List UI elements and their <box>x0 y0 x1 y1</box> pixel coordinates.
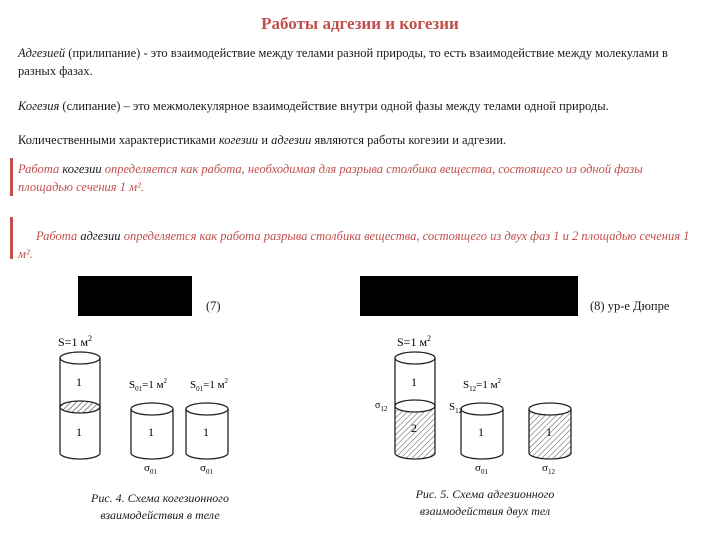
cohesion-work-definition <box>18 160 698 196</box>
fig4-num-right: 1 <box>203 425 209 439</box>
quantitative-characteristics <box>18 131 698 149</box>
def2-c: определяется как работа разрыва столбика вещества, состоящего из двух фаз 1 и 2 площадью сечения 1 м². <box>18 229 690 261</box>
fig5-num-right: 1 <box>546 425 552 439</box>
def2-a: Работа <box>36 229 81 243</box>
fig4-area-label-3: $S_{01}=1$ $м^2$ <box>190 377 229 393</box>
fig4-sigma-1: $\sigma_{01}$ <box>144 462 157 476</box>
figure-4-caption <box>60 490 260 524</box>
fig5-caption-line1: Рис. 5. Схема адгезионного <box>415 487 555 501</box>
fig4-area-label: S=1 $м^2$ <box>58 334 93 349</box>
equation-8-label: (8) ур-е Дюпре <box>590 299 670 313</box>
accent-bar-1 <box>10 158 13 196</box>
equation-7-label: (7) <box>206 299 221 313</box>
fig4-caption-line1: Рис. 4. Схема когезионного <box>91 491 229 505</box>
figure-5-caption <box>385 486 585 520</box>
equation-7-image <box>78 276 192 316</box>
fig5-sigma-2: $\sigma_{12}$ <box>542 462 555 476</box>
fig5-num-left: 2 <box>411 421 417 435</box>
fig5-area-label-3: $S_{12}=1$ $м^2$ <box>463 377 502 393</box>
fig5-num-mid: 1 <box>478 425 484 439</box>
def1-c: определяется как работа, необходимая для разрыва столбика вещества, состоящего из одной фазы площадью сечения 1 м². <box>18 162 643 194</box>
figure-5-diagram <box>355 328 615 483</box>
qc-text-e: являются работы когезии и адгезии. <box>311 133 507 147</box>
figure-4-diagram <box>20 328 280 483</box>
qc-text-c: и <box>258 133 272 147</box>
qc-cohesion: когезии <box>218 133 259 147</box>
def1-cohesion: когезии <box>62 162 102 176</box>
adhesion-work-definition <box>18 227 698 263</box>
qc-text-a: Количественными характеристиками <box>18 133 219 147</box>
fig5-area-label-2: $S_{12}$ <box>449 401 463 415</box>
def1-a: Работа <box>18 162 63 176</box>
fig4-sigma-2: $\sigma_{01}$ <box>200 462 213 476</box>
fig5-sigma-1: $\sigma_{01}$ <box>475 462 488 476</box>
fig5-sigma-left: $\sigma_{12}$ <box>375 400 388 413</box>
fig4-area-label-2: $S_{01}=1$ $м^2$ <box>129 377 168 393</box>
fig4-num-top: 1 <box>76 375 82 389</box>
page-title: Работы адгезии и когезии <box>261 14 459 33</box>
adhesion-term: Адгезией <box>18 46 66 60</box>
cohesion-definition <box>18 97 698 115</box>
accent-bar-2 <box>10 217 13 259</box>
def2-adhesion: адгезии <box>80 229 121 243</box>
fig4-caption-line2: взаимодействия в теле <box>100 508 220 522</box>
cohesion-text: (слипание) – это межмолекулярное взаимодействие внутри одной фазы между телами одной природы. <box>59 99 609 113</box>
fig5-area-label: S=1 $м^2$ <box>397 334 432 349</box>
fig5-caption-line2: взаимодействия двух тел <box>419 504 551 518</box>
adhesion-text: (прилипание) - это взаимодействие между телами разной природы, то есть взаимодействие между молекулами в разных фазах. <box>18 46 668 78</box>
adhesion-definition <box>18 44 698 80</box>
cohesion-term: Когезия <box>18 99 60 113</box>
fig4-num-mid: 1 <box>148 425 154 439</box>
fig4-num-left: 1 <box>76 425 82 439</box>
qc-adhesion: адгезии <box>271 133 312 147</box>
fig5-num-top: 1 <box>411 375 417 389</box>
equation-8-image <box>360 276 578 316</box>
